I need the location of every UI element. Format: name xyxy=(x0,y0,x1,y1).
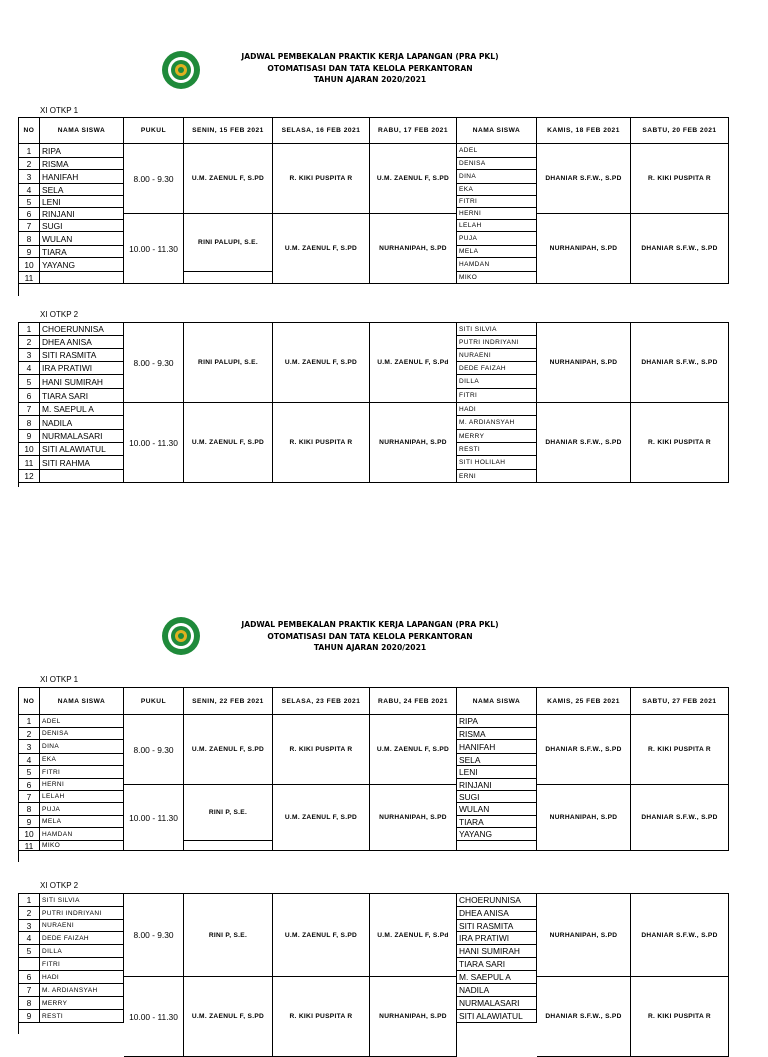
teacher-tuesday: U.M. ZAENUL F, S.PD xyxy=(273,894,370,977)
row-number: 1 xyxy=(19,894,40,907)
student-name-2: MERRY xyxy=(457,430,537,443)
student-name-2: DINA xyxy=(457,170,537,184)
teacher-monday: U.M. ZAENUL F, S.PD xyxy=(184,403,273,483)
row-number: 2 xyxy=(19,907,40,920)
row-number: 5 xyxy=(19,196,40,208)
teacher-saturday: DHANIAR S.F.W., S.PD xyxy=(631,323,729,403)
row-number xyxy=(19,958,40,971)
student-name-2: SITI ALAWIATUL xyxy=(457,1010,537,1023)
student-name-2: HERNI xyxy=(457,208,537,220)
student-name-2: ERNI xyxy=(457,470,537,483)
class-label: XI OTKP 2 xyxy=(40,310,79,319)
title-line-3: TAHUN AJARAN 2020/2021 xyxy=(313,75,427,84)
teacher-wednesday: NURHANIPAH, S.PD xyxy=(370,977,457,1057)
session-time: 8.00 - 9.30 xyxy=(124,144,184,214)
teacher-saturday: R. KIKI PUSPITA R xyxy=(631,144,729,214)
row-number: 4 xyxy=(19,932,40,945)
teacher-saturday: R. KIKI PUSPITA R xyxy=(631,977,729,1057)
header-saturday: SABTU, 27 FEB 2021 xyxy=(631,688,729,715)
class-label: XI OTKP 1 xyxy=(40,675,79,684)
row-number: 4 xyxy=(19,184,40,196)
student-name: PUJA xyxy=(40,803,124,816)
student-name-2: MELA xyxy=(457,246,537,258)
student-name: HADI xyxy=(40,971,124,984)
student-name-2: RIPA xyxy=(457,715,537,728)
class-label: XI OTKP 1 xyxy=(40,106,79,115)
row-number: 11 xyxy=(19,272,40,284)
student-name: YAYANG xyxy=(40,258,124,272)
student-name: IRA PRATIWI xyxy=(40,362,124,375)
title-line-3: TAHUN AJARAN 2020/2021 xyxy=(313,643,427,652)
teacher-monday: U.M. ZAENUL F, S.PD xyxy=(184,715,273,785)
student-name: SITI SILVIA xyxy=(40,894,124,907)
row-number: 2 xyxy=(19,336,40,349)
empty-cell xyxy=(184,841,273,851)
row-number: 6 xyxy=(19,389,40,403)
teacher-saturday: DHANIAR S.F.W., S.PD xyxy=(631,214,729,284)
student-name: DILLA xyxy=(40,945,124,958)
student-name-2: ADEL xyxy=(457,144,537,158)
header-wednesday: RABU, 24 FEB 2021 xyxy=(370,688,457,715)
row-number: 8 xyxy=(19,416,40,430)
student-name-2: FITRI xyxy=(457,389,537,403)
row-number: 6 xyxy=(19,208,40,220)
student-name: MERRY xyxy=(40,997,124,1010)
teacher-thursday: NURHANIPAH, S.PD xyxy=(537,785,631,851)
teacher-saturday: R. KIKI PUSPITA R xyxy=(631,403,729,483)
header-time: PUKUL xyxy=(124,688,184,715)
session-time: 10.00 - 11.30 xyxy=(124,403,184,483)
student-name-2: DENISA xyxy=(457,158,537,170)
row-number: 5 xyxy=(19,766,40,779)
session-time: 8.00 - 9.30 xyxy=(124,715,184,785)
student-name: DENISA xyxy=(40,728,124,740)
student-name-2: HANIFAH xyxy=(457,740,537,754)
student-name-2: NURMALASARI xyxy=(457,997,537,1010)
student-name: SELA xyxy=(40,184,124,196)
teacher-tuesday: U.M. ZAENUL F, S.PD xyxy=(273,323,370,403)
teacher-monday: U.M. ZAENUL F, S.PD xyxy=(184,977,273,1057)
teacher-thursday: DHANIAR S.F.W., S.PD xyxy=(537,715,631,785)
header-saturday: SABTU, 20 FEB 2021 xyxy=(631,118,729,144)
student-name-2: LELAH xyxy=(457,220,537,232)
student-name-2: TIARA xyxy=(457,816,537,828)
schedule-table xyxy=(18,687,729,862)
student-name-2: CHOERUNNISA xyxy=(457,894,537,907)
student-name: SUGI xyxy=(40,220,124,232)
teacher-wednesday: U.M. ZAENUL F, S.Pd xyxy=(370,894,457,977)
teacher-thursday: NURHANIPAH, S.PD xyxy=(537,323,631,403)
teacher-thursday: DHANIAR S.F.W., S.PD xyxy=(537,403,631,483)
student-name-2: RISMA xyxy=(457,728,537,740)
student-name: TIARA xyxy=(40,246,124,258)
row-number: 10 xyxy=(19,443,40,456)
header-monday: SENIN, 22 FEB 2021 xyxy=(184,688,273,715)
header-student-name-2: NAMA SISWA xyxy=(457,688,537,715)
student-name-2: NADILA xyxy=(457,984,537,997)
student-name-2: PUJA xyxy=(457,232,537,246)
teacher-thursday: NURHANIPAH, S.PD xyxy=(537,214,631,284)
title-line-2: OTOMATISASI DAN TATA KELOLA PERKANTORAN xyxy=(267,631,473,641)
student-name-2: HADI xyxy=(457,403,537,416)
student-name-2: LENI xyxy=(457,766,537,779)
row-number: 2 xyxy=(19,158,40,170)
student-name: FITRI xyxy=(40,958,124,971)
header-wednesday: RABU, 17 FEB 2021 xyxy=(370,118,457,144)
teacher-thursday: DHANIAR S.F.W., S.PD xyxy=(537,977,631,1057)
row-number: 9 xyxy=(19,1010,40,1023)
session-time: 8.00 - 9.30 xyxy=(124,894,184,977)
student-name: HERNI xyxy=(40,779,124,791)
student-name: NURAENI xyxy=(40,920,124,932)
row-number: 4 xyxy=(19,754,40,766)
header-no: NO xyxy=(19,118,40,144)
teacher-tuesday: R. KIKI PUSPITA R xyxy=(273,715,370,785)
header-thursday: KAMIS, 18 FEB 2021 xyxy=(537,118,631,144)
teacher-wednesday: U.M. ZAENUL F, S.Pd xyxy=(370,323,457,403)
row-number: 8 xyxy=(19,803,40,816)
student-name-2: PUTRI INDRIYANI xyxy=(457,336,537,349)
student-name-2: DILLA xyxy=(457,375,537,389)
header-thursday: KAMIS, 25 FEB 2021 xyxy=(537,688,631,715)
teacher-thursday: DHANIAR S.F.W., S.PD xyxy=(537,144,631,214)
header-student-name: NAMA SISWA xyxy=(40,118,124,144)
title-line-1: JADWAL PEMBEKALAN PRAKTIK KERJA LAPANGAN (PRA PKL) xyxy=(241,620,499,629)
header-no: NO xyxy=(19,688,40,715)
session-time: 10.00 - 11.30 xyxy=(124,214,184,284)
student-name: DINA xyxy=(40,740,124,754)
teacher-wednesday: U.M. ZAENUL F, S.PD xyxy=(370,144,457,214)
header-monday: SENIN, 15 FEB 2021 xyxy=(184,118,273,144)
student-name: SITI RASMITA xyxy=(40,349,124,362)
teacher-monday: RINI P, S.E. xyxy=(184,785,273,841)
teacher-wednesday: NURHANIPAH, S.PD xyxy=(370,214,457,284)
teacher-saturday: DHANIAR S.F.W., S.PD xyxy=(631,785,729,851)
teacher-monday: U.M. ZAENUL F, S.PD xyxy=(184,144,273,214)
teacher-tuesday: U.M. ZAENUL F, S.PD xyxy=(273,214,370,284)
row-number: 7 xyxy=(19,791,40,803)
student-name-2: NURAENI xyxy=(457,349,537,362)
student-name-2: SITI HOLILAH xyxy=(457,456,537,470)
teacher-tuesday: R. KIKI PUSPITA R xyxy=(273,144,370,214)
row-number: 11 xyxy=(19,841,40,851)
student-name: ADEL xyxy=(40,715,124,728)
student-name-2: SITI RASMITA xyxy=(457,920,537,932)
student-name-2: M. SAEPUL A xyxy=(457,971,537,984)
student-name: EKA xyxy=(40,754,124,766)
student-name-2: WULAN xyxy=(457,803,537,816)
student-name-2: EKA xyxy=(457,184,537,196)
student-name: RESTI xyxy=(40,1010,124,1023)
student-name: CHOERUNNISA xyxy=(40,323,124,336)
title-line-2: OTOMATISASI DAN TATA KELOLA PERKANTORAN xyxy=(267,63,473,73)
student-name-2: HANI SUMIRAH xyxy=(457,945,537,958)
teacher-monday: RINI PALUPI, S.E. xyxy=(184,214,273,272)
student-name: M. ARDIANSYAH xyxy=(40,984,124,997)
student-name: LELAH xyxy=(40,791,124,803)
row-number: 8 xyxy=(19,232,40,246)
student-name-2: HAMDAN xyxy=(457,258,537,272)
schedule-table xyxy=(18,893,729,1034)
teacher-wednesday: NURHANIPAH, S.PD xyxy=(370,403,457,483)
row-number: 6 xyxy=(19,971,40,984)
row-number: 3 xyxy=(19,920,40,932)
student-name: FITRI xyxy=(40,766,124,779)
student-name-2: DHEA ANISA xyxy=(457,907,537,920)
teacher-saturday: DHANIAR S.F.W., S.PD xyxy=(631,894,729,977)
student-name-2: MIKO xyxy=(457,272,537,284)
student-name: DHEA ANISA xyxy=(40,336,124,349)
row-number: 1 xyxy=(19,715,40,728)
teacher-wednesday: NURHANIPAH, S.PD xyxy=(370,785,457,851)
row-number: 7 xyxy=(19,984,40,997)
teacher-monday: RINI P, S.E. xyxy=(184,894,273,977)
student-name: SITI ALAWIATUL xyxy=(40,443,124,456)
header-student-name: NAMA SISWA xyxy=(40,688,124,715)
row-number: 3 xyxy=(19,740,40,754)
student-name-2: SITI SILVIA xyxy=(457,323,537,336)
row-number: 1 xyxy=(19,323,40,336)
student-name-2: M. ARDIANSYAH xyxy=(457,416,537,430)
row-number: 5 xyxy=(19,945,40,958)
teacher-tuesday: R. KIKI PUSPITA R xyxy=(273,403,370,483)
student-name: SITI RAHMA xyxy=(40,456,124,470)
student-name: RINJANI xyxy=(40,208,124,220)
student-name-2: SELA xyxy=(457,754,537,766)
row-number: 3 xyxy=(19,349,40,362)
teacher-thursday: NURHANIPAH, S.PD xyxy=(537,894,631,977)
student-name-2: RINJANI xyxy=(457,779,537,791)
student-name-2: IRA PRATIWI xyxy=(457,932,537,945)
row-number: 8 xyxy=(19,997,40,1010)
student-name: HANIFAH xyxy=(40,170,124,184)
row-number: 6 xyxy=(19,779,40,791)
student-name: RISMA xyxy=(40,158,124,170)
teacher-wednesday: U.M. ZAENUL F, S.PD xyxy=(370,715,457,785)
student-name-2: YAYANG xyxy=(457,828,537,841)
student-name: LENI xyxy=(40,196,124,208)
row-number: 5 xyxy=(19,375,40,389)
student-name: WULAN xyxy=(40,232,124,246)
student-name-2: SUGI xyxy=(457,791,537,803)
row-number: 9 xyxy=(19,816,40,828)
student-name: PUTRI INDRIYANI xyxy=(40,907,124,920)
row-number: 7 xyxy=(19,403,40,416)
teacher-tuesday: R. KIKI PUSPITA R xyxy=(273,977,370,1057)
row-number: 11 xyxy=(19,456,40,470)
student-name: TIARA SARI xyxy=(40,389,124,403)
teacher-saturday: R. KIKI PUSPITA R xyxy=(631,715,729,785)
header-tuesday: SELASA, 23 FEB 2021 xyxy=(273,688,370,715)
student-name: HAMDAN xyxy=(40,828,124,841)
page-title xyxy=(200,619,540,654)
row-number: 3 xyxy=(19,170,40,184)
student-name-2: FITRI xyxy=(457,196,537,208)
student-name: RIPA xyxy=(40,144,124,158)
student-name-2 xyxy=(457,841,537,851)
session-time: 10.00 - 11.30 xyxy=(124,977,184,1057)
class-label: XI OTKP 2 xyxy=(40,881,79,890)
student-name: DEDE FAIZAH xyxy=(40,932,124,945)
student-name: NURMALASARI xyxy=(40,430,124,443)
row-number: 10 xyxy=(19,258,40,272)
header-student-name-2: NAMA SISWA xyxy=(457,118,537,144)
student-name-2: TIARA SARI xyxy=(457,958,537,971)
student-name-2: RESTI xyxy=(457,443,537,456)
header-tuesday: SELASA, 16 FEB 2021 xyxy=(273,118,370,144)
student-name-2: DEDE FAIZAH xyxy=(457,362,537,375)
row-number: 2 xyxy=(19,728,40,740)
row-number: 9 xyxy=(19,246,40,258)
row-number: 1 xyxy=(19,144,40,158)
student-name: MELA xyxy=(40,816,124,828)
teacher-monday: RINI PALUPI, S.E. xyxy=(184,323,273,403)
row-number: 10 xyxy=(19,828,40,841)
row-number: 9 xyxy=(19,430,40,443)
header-time: PUKUL xyxy=(124,118,184,144)
row-number: 7 xyxy=(19,220,40,232)
student-name: HANI SUMIRAH xyxy=(40,375,124,389)
session-time: 8.00 - 9.30 xyxy=(124,323,184,403)
row-number: 4 xyxy=(19,362,40,375)
teacher-tuesday: U.M. ZAENUL F, S.PD xyxy=(273,785,370,851)
student-name: M. SAEPUL A xyxy=(40,403,124,416)
row-number: 12 xyxy=(19,470,40,483)
title-line-1: JADWAL PEMBEKALAN PRAKTIK KERJA LAPANGAN (PRA PKL) xyxy=(241,52,499,61)
student-name: MIKO xyxy=(40,841,124,851)
student-name: NADILA xyxy=(40,416,124,430)
session-time: 10.00 - 11.30 xyxy=(124,785,184,851)
